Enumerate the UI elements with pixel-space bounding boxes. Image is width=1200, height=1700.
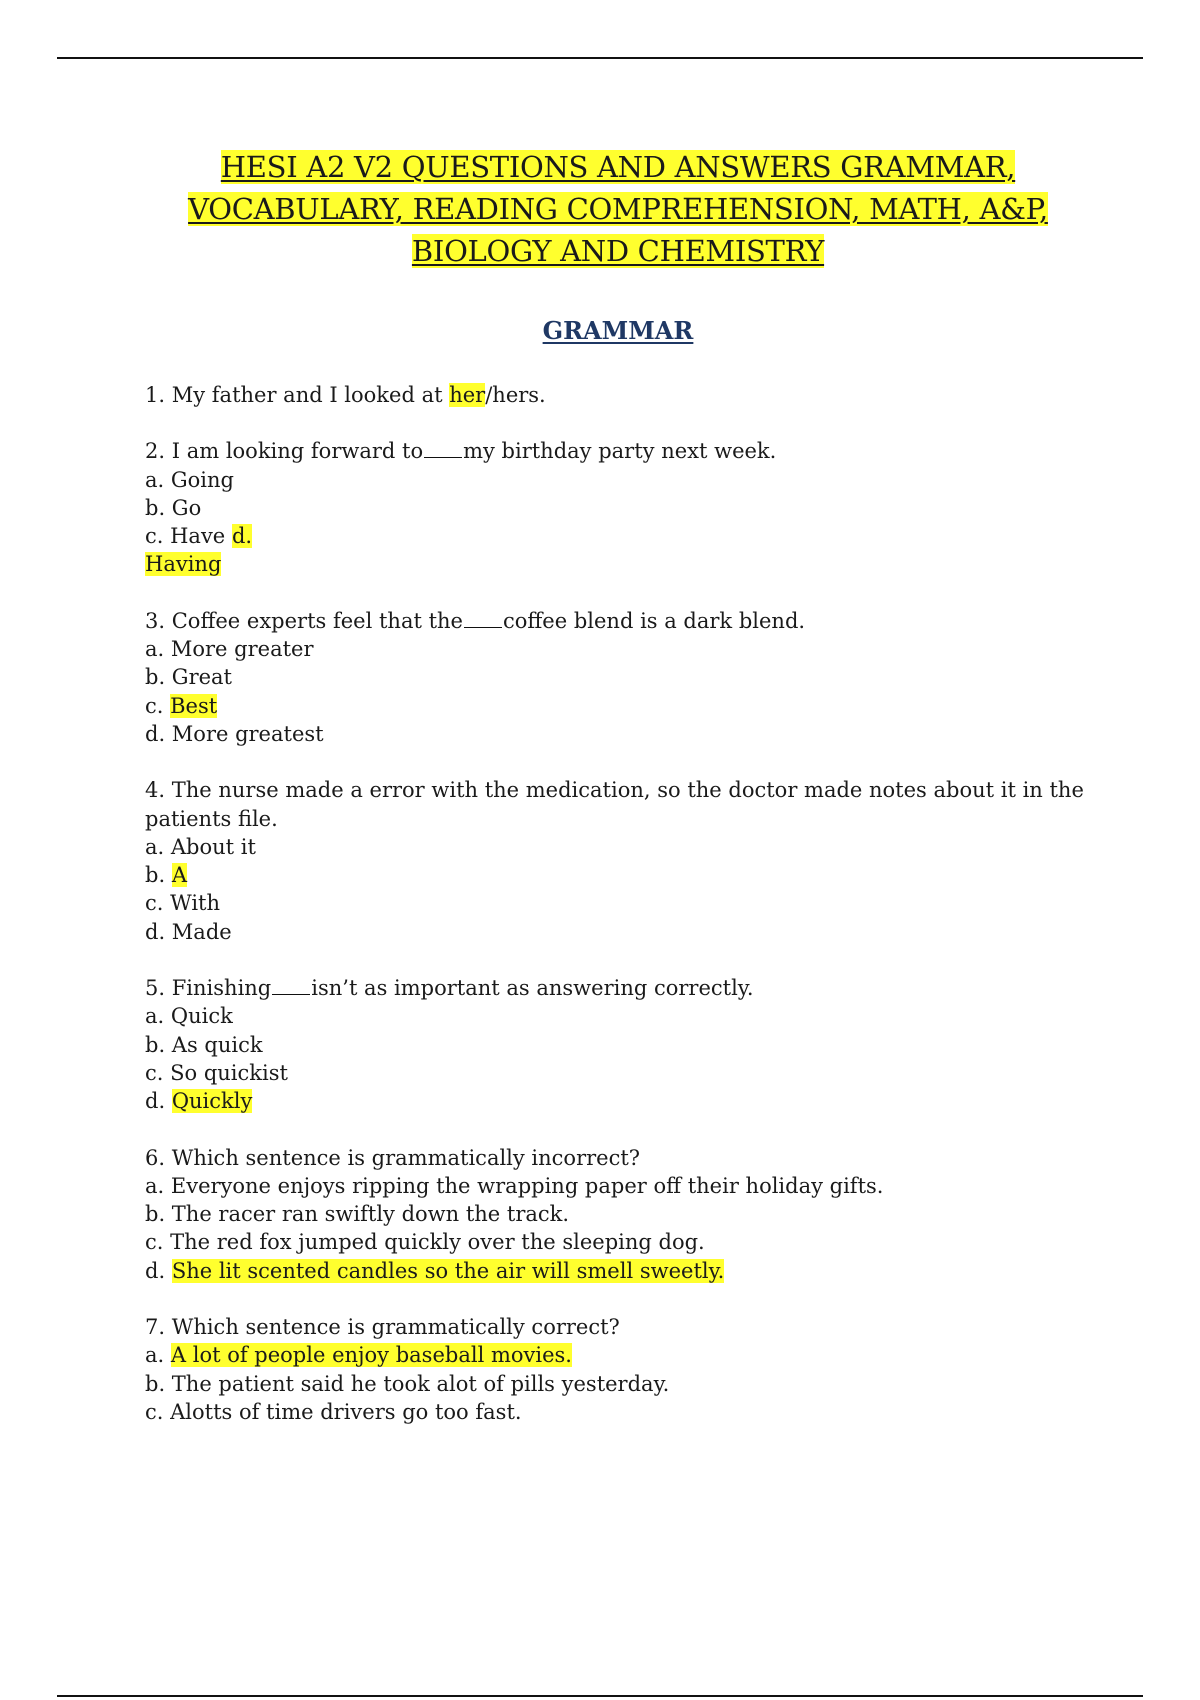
question-text: isn’t as important as answering correctly. bbox=[311, 976, 754, 1001]
option-d: d. Made bbox=[145, 919, 232, 944]
question-text: my birthday party next week. bbox=[463, 439, 777, 464]
question-3-text bbox=[145, 607, 1075, 635]
option-d bbox=[145, 1257, 1075, 1285]
question-4-text bbox=[145, 776, 1084, 804]
option-letter: d. bbox=[145, 1089, 166, 1114]
option-c-d bbox=[145, 522, 1075, 550]
question-7-text bbox=[145, 1313, 1075, 1341]
question-number: 6. bbox=[145, 1145, 166, 1170]
option-a: a. Quick bbox=[145, 1004, 233, 1029]
option-a bbox=[145, 1341, 1075, 1369]
question-6-text bbox=[145, 1144, 1075, 1172]
question-text: My father and I looked at bbox=[171, 383, 450, 407]
question-number: 5. bbox=[145, 976, 166, 1001]
option-c: c. Have bbox=[145, 524, 226, 549]
question-text: Coffee experts feel that the bbox=[171, 608, 463, 633]
option-b: b. Great bbox=[145, 665, 232, 690]
option-d-answer-line bbox=[145, 550, 1075, 578]
option-a: a. About it bbox=[145, 834, 256, 859]
option-a: a. Everyone enjoys ripping the wrapping paper off their holiday gifts. bbox=[145, 1173, 884, 1198]
option-letter: c. bbox=[145, 693, 164, 718]
option-letter: a. bbox=[145, 1343, 165, 1368]
option-letter: d. bbox=[145, 1258, 166, 1283]
option-letter: b. bbox=[145, 863, 166, 888]
question-number: 3. bbox=[145, 608, 166, 633]
option-a: a. More greater bbox=[145, 637, 314, 662]
question-text: I am looking forward to bbox=[171, 439, 424, 464]
question-1-text bbox=[145, 381, 1075, 409]
option-a: a. Going bbox=[145, 467, 234, 492]
highlighted-answer: her bbox=[449, 383, 486, 407]
question-4-text-cont: patients file. bbox=[145, 806, 278, 831]
answer-blank bbox=[424, 439, 462, 458]
title-line-2: VOCABULARY, READING COMPREHENSION, MATH, A&P, bbox=[188, 192, 1048, 226]
question-7 bbox=[145, 1313, 1075, 1426]
question-5-text bbox=[145, 974, 1075, 1002]
section-heading: GRAMMAR bbox=[542, 316, 694, 345]
question-text: coffee blend is a dark blend. bbox=[502, 608, 806, 633]
option-b bbox=[145, 861, 1075, 889]
option-b: b. Go bbox=[145, 495, 202, 520]
bottom-rule bbox=[57, 1695, 1143, 1697]
question-number: 1. bbox=[145, 383, 166, 407]
highlighted-answer: A lot of people enjoy baseball movies. bbox=[170, 1343, 572, 1368]
question-number: 4. bbox=[145, 778, 166, 803]
question-text: Which sentence is grammatically correct? bbox=[171, 1315, 620, 1340]
option-d: d. More greatest bbox=[145, 721, 324, 746]
question-number: 7. bbox=[145, 1315, 166, 1340]
highlighted-answer: Quickly bbox=[171, 1089, 253, 1114]
question-text: Which sentence is grammatically incorrect? bbox=[171, 1145, 641, 1170]
highlighted-answer: Best bbox=[170, 693, 218, 718]
option-c: c. Alotts of time drivers go too fast. bbox=[145, 1399, 522, 1424]
question-text: /hers. bbox=[485, 383, 546, 407]
question-4 bbox=[145, 776, 1084, 946]
option-b: b. The patient said he took alot of pills yesterday. bbox=[145, 1371, 670, 1396]
question-1 bbox=[145, 381, 1075, 409]
option-d bbox=[145, 1087, 1075, 1115]
highlighted-answer: A bbox=[171, 863, 187, 888]
question-3 bbox=[145, 607, 1075, 748]
title-line-3: BIOLOGY AND CHEMISTRY bbox=[411, 234, 825, 268]
answer-blank bbox=[464, 609, 502, 628]
option-b: b. The racer ran swiftly down the track. bbox=[145, 1202, 570, 1227]
title-line-1: HESI A2 V2 QUESTIONS AND ANSWERS GRAMMAR, bbox=[220, 150, 1016, 184]
document-title bbox=[150, 146, 1086, 272]
question-5 bbox=[145, 974, 1075, 1115]
option-b: b. As quick bbox=[145, 1032, 263, 1057]
highlighted-answer: She lit scented candles so the air will smell sweetly. bbox=[171, 1258, 725, 1283]
question-2 bbox=[145, 437, 1075, 578]
option-c: c. With bbox=[145, 891, 221, 916]
question-number: 2. bbox=[145, 439, 166, 464]
option-c bbox=[145, 692, 1075, 720]
question-list bbox=[145, 381, 1084, 1454]
question-text: Finishing bbox=[171, 976, 272, 1001]
option-d-letter: d. bbox=[231, 524, 253, 549]
answer-blank bbox=[272, 976, 310, 995]
option-c: c. The red fox jumped quickly over the sleeping dog. bbox=[145, 1230, 705, 1255]
option-c: c. So quickist bbox=[145, 1060, 288, 1085]
question-text: The nurse made a error with the medication, so the doctor made notes about it in the bbox=[171, 778, 1084, 803]
question-2-text bbox=[145, 437, 1075, 465]
highlighted-answer: Having bbox=[145, 552, 222, 577]
top-rule bbox=[57, 57, 1143, 59]
question-6 bbox=[145, 1144, 1075, 1285]
